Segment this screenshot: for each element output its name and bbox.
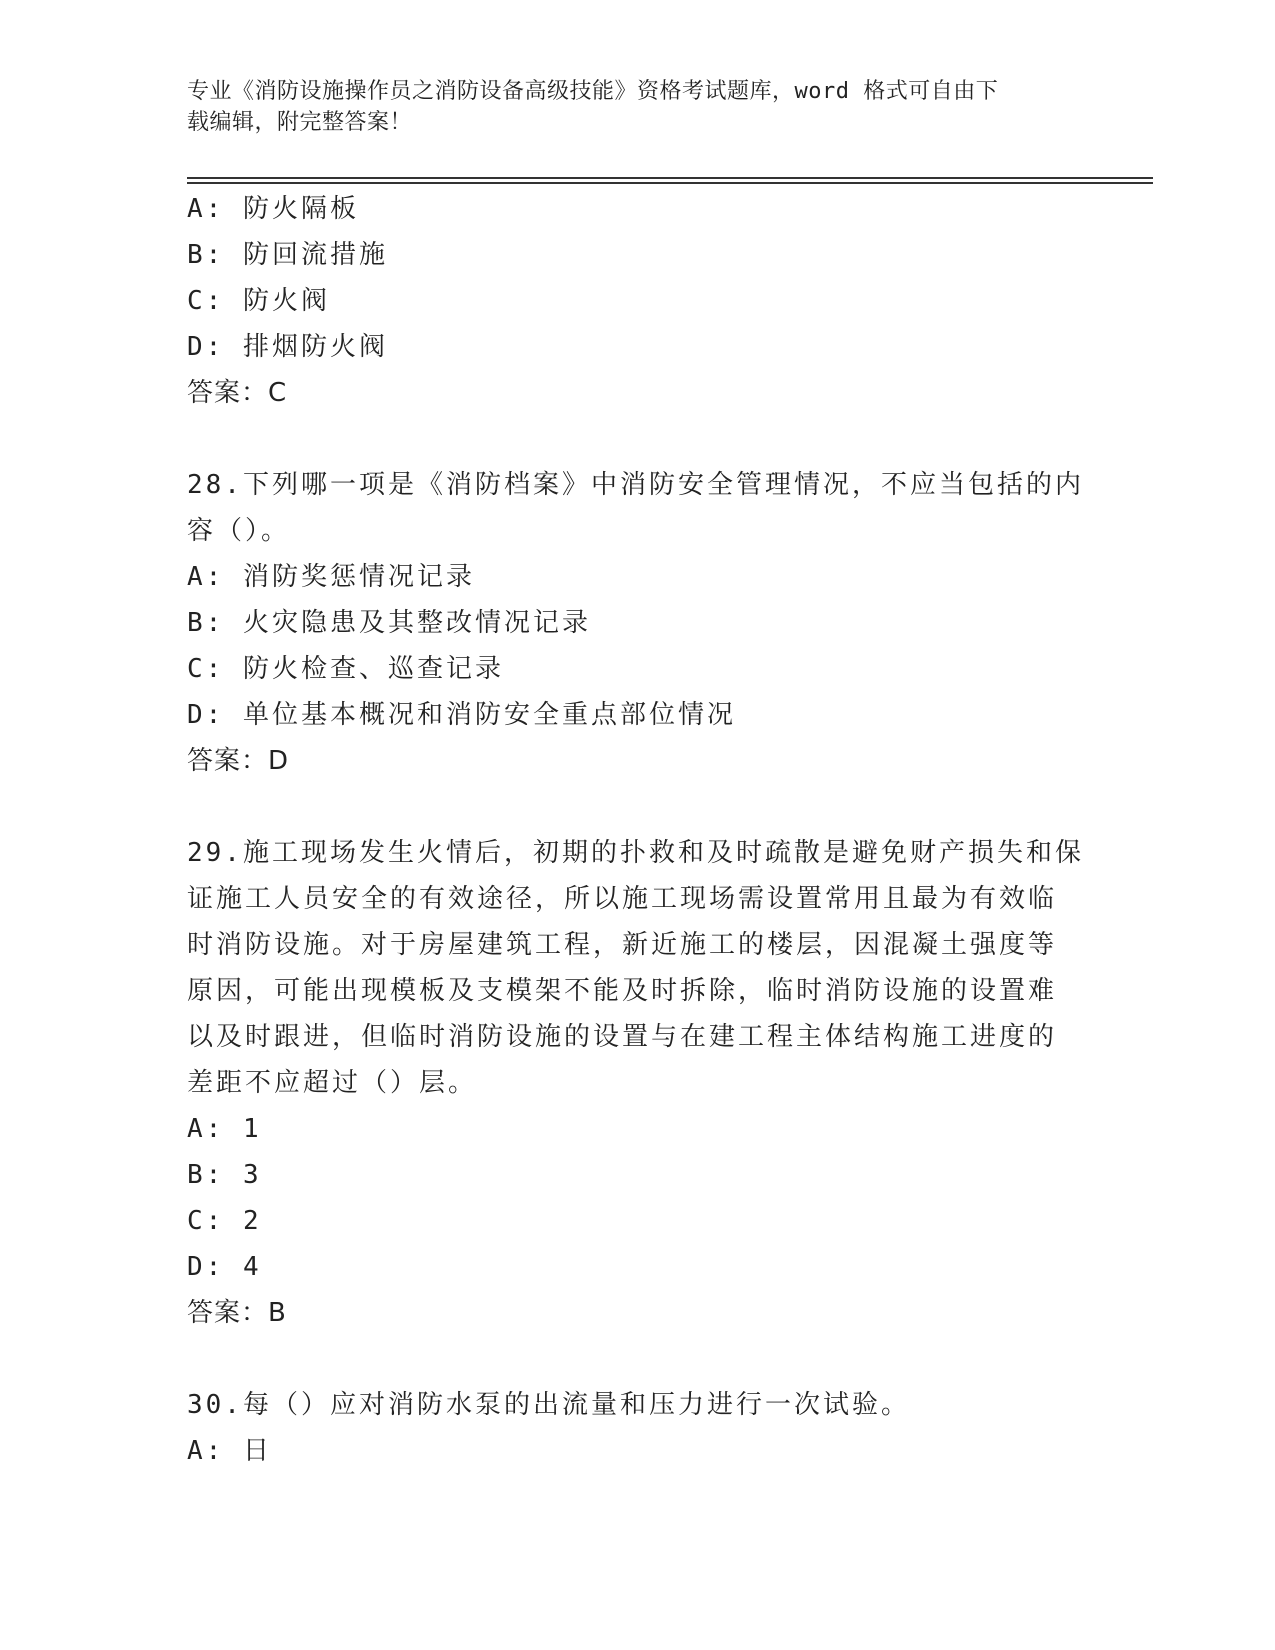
question-29 bbox=[187, 830, 1087, 1336]
option-d: D: 4 bbox=[187, 1252, 262, 1282]
question-30 bbox=[187, 1382, 1087, 1474]
question-27 bbox=[187, 186, 1087, 416]
option-d: D: 单位基本概况和消防安全重点部位情况 bbox=[187, 700, 736, 730]
option-c: C: 防火检查、巡查记录 bbox=[187, 654, 504, 684]
question-stem-line: 证施工人员安全的有效途径，所以施工现场需设置常用且最为有效临 bbox=[187, 884, 1058, 914]
option-b: B: 火灾隐患及其整改情况记录 bbox=[187, 608, 591, 638]
answer: 答案：C bbox=[187, 378, 288, 408]
header-divider-top bbox=[187, 177, 1153, 179]
spacer bbox=[187, 784, 1087, 830]
option-d: D: 排烟防火阀 bbox=[187, 332, 388, 362]
option-a: A: 防火隔板 bbox=[187, 194, 359, 224]
option-a: A: 消防奖惩情况记录 bbox=[187, 562, 475, 592]
question-28 bbox=[187, 462, 1087, 784]
spacer bbox=[187, 416, 1087, 462]
question-stem-line: 以及时跟进，但临时消防设施的设置与在建工程主体结构施工进度的 bbox=[187, 1022, 1058, 1052]
option-b: B: 3 bbox=[187, 1160, 262, 1190]
spacer bbox=[187, 1336, 1087, 1382]
question-stem-line: 容（）。 bbox=[187, 516, 291, 546]
question-stem-line: 时消防设施。对于房屋建筑工程，新近施工的楼层，因混凝土强度等 bbox=[187, 930, 1058, 960]
question-stem-line: 30.每（）应对消防水泵的出流量和压力进行一次试验。 bbox=[187, 1390, 910, 1420]
question-stem-line: 29.施工现场发生火情后，初期的扑救和及时疏散是避免财产损失和保 bbox=[187, 838, 1084, 868]
option-b: B: 防回流措施 bbox=[187, 240, 388, 270]
header-divider-bottom bbox=[187, 182, 1153, 184]
answer: 答案：B bbox=[187, 1298, 287, 1328]
document-header bbox=[187, 76, 1067, 138]
question-stem-line: 差距不应超过（）层。 bbox=[187, 1068, 478, 1098]
question-stem-line: 原因，可能出现模板及支模架不能及时拆除，临时消防设施的设置难 bbox=[187, 976, 1058, 1006]
header-line-1: 专业《消防设施操作员之消防设备高级技能》资格考试题库，word 格式可自由下 bbox=[187, 79, 999, 104]
question-content bbox=[187, 186, 1087, 1474]
option-c: C: 2 bbox=[187, 1206, 262, 1236]
option-a: A: 1 bbox=[187, 1114, 262, 1144]
answer: 答案：D bbox=[187, 746, 290, 776]
question-stem-line: 28.下列哪一项是《消防档案》中消防安全管理情况，不应当包括的内 bbox=[187, 470, 1084, 500]
option-a: A: 日 bbox=[187, 1436, 272, 1466]
header-line-2: 载编辑，附完整答案！ bbox=[187, 110, 413, 135]
option-c: C: 防火阀 bbox=[187, 286, 330, 316]
